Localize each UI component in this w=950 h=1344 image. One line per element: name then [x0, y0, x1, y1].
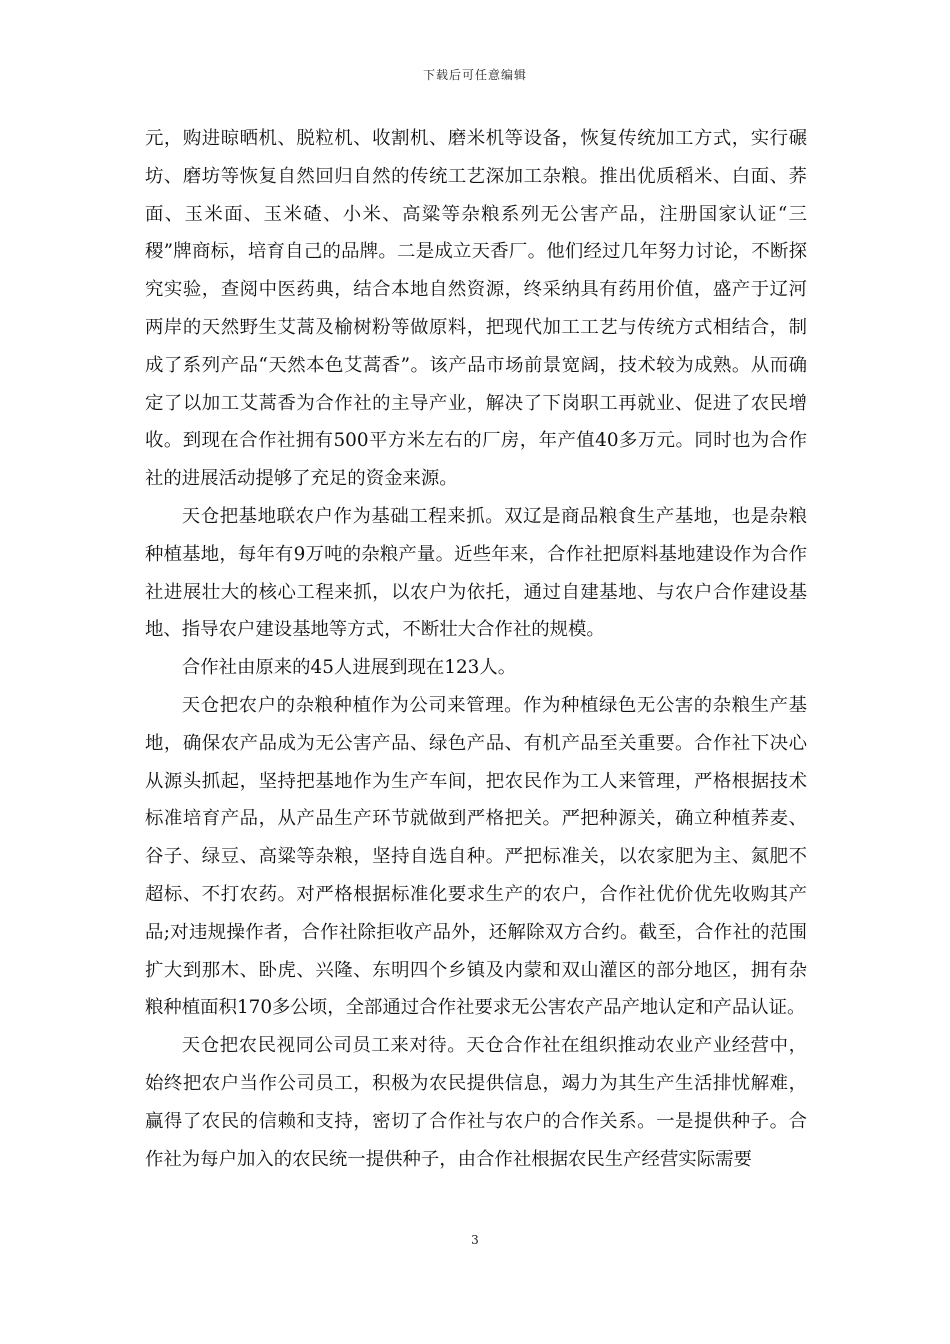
paragraph-4: 天仓把农户的杂粮种植作为公司来管理。作为种植绿色无公害的杂粮生产基地，确保农产品成为无公害产品、绿色产品、有机产品至关重要。合作社下决心从源头抓起，坚持把基地作为生产车间，把农民作为工人来管理，严格根据技术标准培育产品，从产品生产环节就做到严格把关。严把种源关，确立种植荞麦、谷子、绿豆、高粱等杂粮，坚持自选自种。严把标准关，以农家肥为主、氮肥不超标、不打农药。对严格根据标准化要求生产的农户，合作社优价优先收购其产品;对违规操作者，合作社除拒收产品外，还解除双方合约。截至，合作社的范围扩大到那木、卧虎、兴隆、东明四个乡镇及内蒙和双山灌区的部分地区，拥有杂粮种植面积170多公顷，全部通过合作社要求无公害农产品产地认定和产品认证。: [145, 694, 807, 1019]
paragraph-2: 天仓把基地联农户作为基础工程来抓。双辽是商品粮食生产基地，也是杂粮种植基地，每年有9万吨的杂粮产量。近些年来，合作社把原料基地建设作为合作社进展壮大的核心工程来抓，以农户为依托，通过自建基地、与农户合作建设基地、指导农户建设基地等方式，不断壮大合作社的规模。: [145, 505, 807, 641]
paragraph-1: 元，购进晾晒机、脱粒机、收割机、磨米机等设备，恢复传统加工方式，实行碾坊、磨坊等恢复自然回归自然的传统工艺深加工杂粮。推出优质稻米、白面、荞面、玉米面、玉米碴、小米、高粱等杂粮系列无公害产品，注册国家认证“三稷”牌商标，培育自己的品牌。二是成立天香厂。他们经过几年努力讨论，不断探究实验，查阅中医药典，结合本地自然资源，终采纳具有药用价值，盛产于辽河两岸的天然野生艾蒿及榆树粉等做原料，把现代加工工艺与传统方式相结合，制成了系列产品“天然本色艾蒿香”。该产品市场前景宽阔，技术较为成熟。从而确定了以加工艾蒿香为合作社的主导产业，解决了下岗职工再就业、促进了农民增收。到现在合作社拥有500平方米左右的厂房，年产值40多万元。同时也为合作社的进展活动提够了充足的资金来源。: [145, 128, 807, 490]
paragraph-5: 天仓把农民视同公司员工来对待。天仓合作社在组织推动农业产业经营中，始终把农户当作公司员工，积极为农民提供信息，竭力为其生产生活排忧解难，赢得了农民的信赖和支持，密切了合作社与农户的合作关系。一是提供种子。合作社为每户加入的农民统一提供种子，由合作社根据农民生产经营实际需要: [145, 1035, 807, 1170]
page-number: 3: [471, 1233, 479, 1247]
paragraph-3: 合作社由原来的45人进展到现在123人。: [181, 657, 517, 679]
body-text: [145, 120, 807, 1178]
page-header: 下载后可任意编辑: [422, 68, 527, 82]
